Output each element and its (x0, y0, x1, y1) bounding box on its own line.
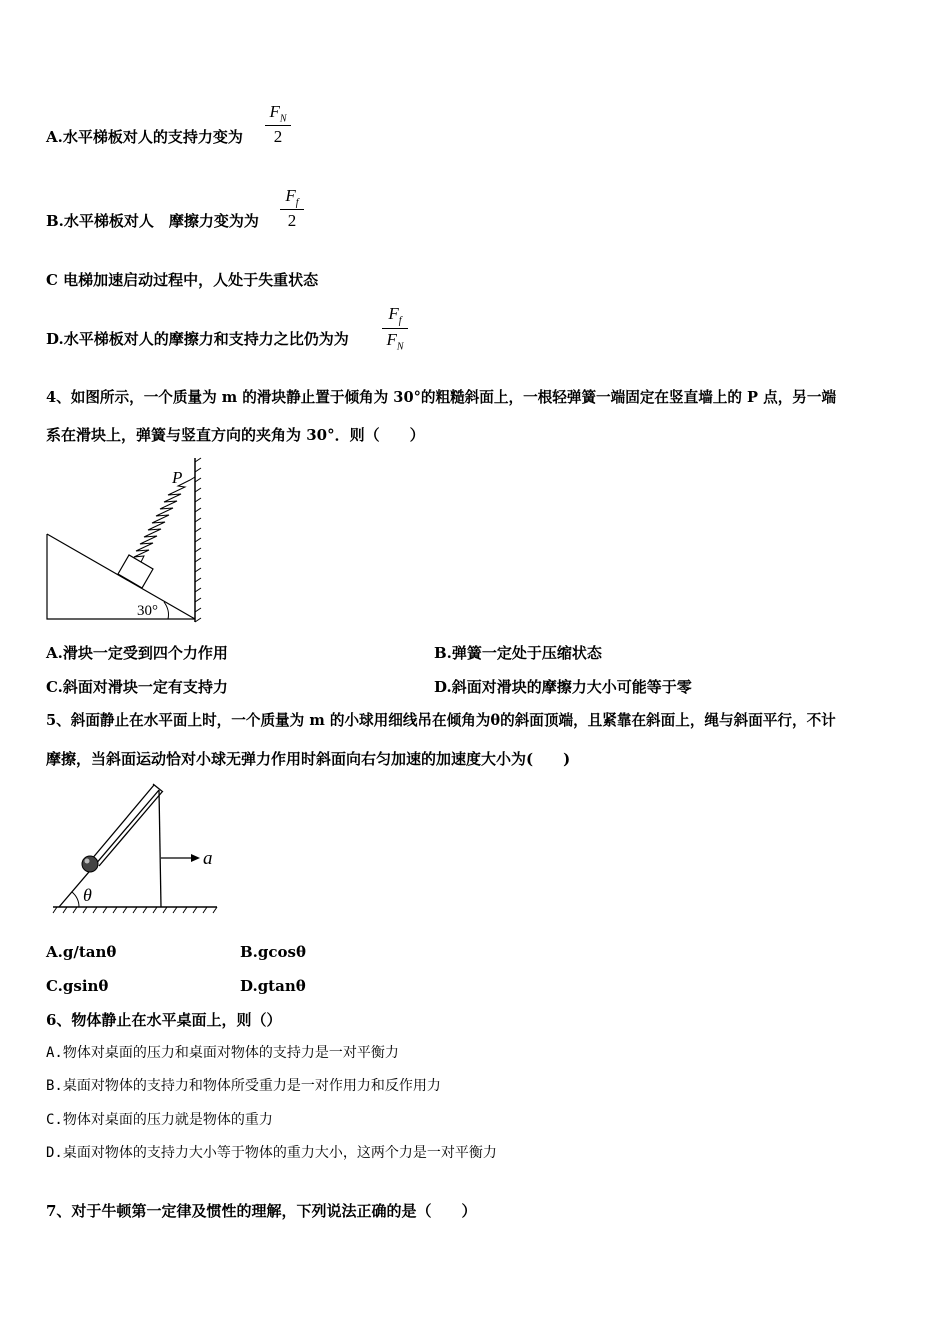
q6-option-c: C.物体对桌面的压力就是物体的重力 (46, 1112, 273, 1128)
fraction-numerator: F (388, 304, 399, 323)
q4-option-a: A.滑块一定受到四个力作用 (46, 644, 228, 662)
q5-stem-line2: 摩擦，当斜面运动恰对小球无弹力作用时斜面向右匀加速的加速度大小为( ) (46, 750, 571, 768)
fraction-denominator: 2 (287, 211, 297, 230)
q4-option-b: B.弹簧一定处于压缩状态 (434, 644, 602, 662)
fraction-numerator: F (285, 186, 296, 205)
q6-option-d: D.桌面对物体的支持力大小等于物体的重力大小，这两个力是一对平衡力 (46, 1145, 497, 1161)
q5-option-d: D.gtanθ (240, 977, 306, 995)
q5-option-c: C.gsinθ (46, 977, 109, 995)
fraction-numerator-subscript: f (295, 197, 299, 209)
q4-figure-incline-spring (40, 452, 220, 627)
q3-option-a: A.水平梯板对人的支持力变为 (46, 128, 243, 146)
fraction-denominator: 2 (273, 127, 283, 146)
q5-option-a: A.g/tanθ (46, 943, 117, 961)
q7-stem: 7、对于牛顿第一定律及惯性的理解，下列说法正确的是（ ） (46, 1202, 477, 1220)
q6-option-a: A.物体对桌面的压力和桌面对物体的支持力是一对平衡力 (46, 1045, 399, 1061)
q6-option-b: B.桌面对物体的支持力和物体所受重力是一对作用力和反作用力 (46, 1078, 441, 1094)
q4-figure-point-label: P (172, 468, 183, 487)
q3-option-b-fraction (280, 186, 304, 234)
q3-option-b: B.水平梯板对人 摩擦力变为为 (46, 212, 259, 230)
q5-option-b: B.gcosθ (240, 943, 306, 961)
q6-stem: 6、物体静止在水平桌面上，则（） (46, 1011, 282, 1029)
q4-stem-line2: 系在滑块上，弹簧与竖直方向的夹角为 30°．则（ ） (46, 426, 425, 444)
q4-stem-line1: 4、如图所示，一个质量为 m 的滑块静止置于倾角为 30°的粗糙斜面上，一根轻弹簧一端固定在竖直墙上的 P 点，另一端 (46, 389, 837, 406)
q3-option-a-fraction (265, 102, 291, 150)
fraction-denominator: F (386, 330, 397, 349)
q3-option-c: C 电梯加速启动过程中，人处于失重状态 (46, 271, 319, 289)
fraction-denominator-subscript: N (396, 341, 404, 353)
q5-figure-incline-ball (45, 780, 225, 920)
q4-figure-angle-label: 30° (137, 603, 158, 619)
fraction-numerator-subscript: N (279, 113, 287, 125)
q5-figure-accel-label: a (203, 848, 213, 869)
q4-option-c: C.斜面对滑块一定有支持力 (46, 678, 228, 696)
q4-option-d: D.斜面对滑块的摩擦力大小可能等于零 (434, 678, 692, 696)
q5-figure-angle-label: θ (83, 885, 92, 905)
q3-option-d-fraction (382, 304, 408, 356)
q5-stem-line1: 5、斜面静止在水平面上时，一个质量为 m 的小球用细线吊在倾角为θ的斜面顶端，且紧靠在斜面上，绳与斜面平行，不计 (46, 712, 836, 729)
fraction-numerator-subscript: f (398, 315, 402, 327)
fraction-numerator: F (269, 102, 280, 121)
q3-option-d: D.水平梯板对人的摩擦力和支持力之比仍为为 (46, 330, 349, 348)
